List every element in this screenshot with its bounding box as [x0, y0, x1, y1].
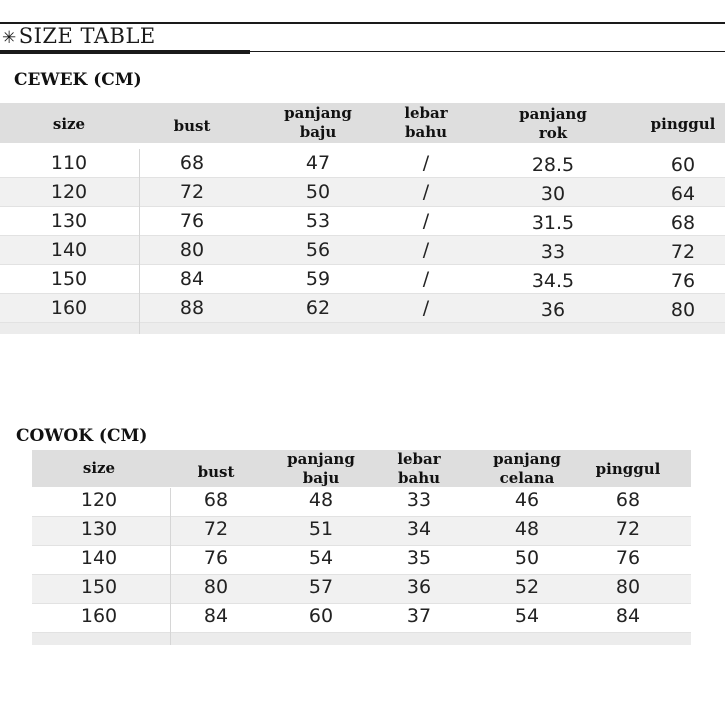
header-bottom-rule	[0, 50, 250, 54]
cowok-table-cell: 54	[308, 547, 334, 569]
cowok-table-cell: 130	[80, 518, 118, 540]
cewek-table-cell: /	[422, 181, 430, 203]
cowok-table-cell: 72	[615, 518, 641, 540]
cowok-table-cell: 33	[406, 489, 432, 511]
cewek-table-cell: 120	[50, 181, 88, 203]
cewek-row-separator	[0, 206, 725, 207]
cewek-col-header	[9, 115, 129, 134]
star-icon: ✳	[2, 28, 17, 48]
cewek-table-cell: 76	[179, 210, 205, 232]
cowok-table-cell: 72	[203, 518, 229, 540]
cewek-table-cell: 31.5	[531, 212, 575, 234]
cowok-table-cell: 84	[615, 605, 641, 627]
cewek-table-cell: 50	[305, 181, 331, 203]
cewek-col-header-line: baju	[299, 123, 337, 141]
cewek-table-cell: 150	[50, 268, 88, 290]
cowok-table-cell: 52	[514, 576, 540, 598]
cewek-col-header-line: panjang	[519, 105, 587, 123]
cewek-col-header	[623, 115, 725, 134]
cewek-col-header-line: panjang	[284, 104, 352, 122]
cowok-col-header-line: lebar	[397, 450, 441, 468]
cowok-table-cell: 51	[308, 518, 334, 540]
cewek-table-cell: 33	[540, 241, 566, 263]
cowok-col-header	[156, 463, 276, 482]
header-bottom-rule-thin	[250, 51, 725, 52]
cewek-col-header	[258, 104, 378, 142]
cowok-col-header-line: bust	[197, 463, 235, 481]
cowok-col-header-line: baju	[302, 469, 340, 487]
cowok-col-header	[359, 450, 479, 488]
cowok-table-cell: 36	[406, 576, 432, 598]
cewek-table-cell: 68	[179, 152, 205, 174]
cewek-col-header-line: bahu	[404, 123, 448, 141]
cewek-col-header	[132, 117, 252, 136]
cewek-table-cell: 60	[670, 154, 696, 176]
cewek-table-cell: 59	[305, 268, 331, 290]
cowok-col-divider	[170, 488, 171, 645]
cewek-table-cell: 34.5	[531, 270, 575, 292]
cowok-row-separator	[32, 545, 691, 546]
cewek-table-cell: 47	[305, 152, 331, 174]
cewek-col-header	[366, 104, 486, 142]
cewek-table-cell: 62	[305, 297, 331, 319]
cewek-table-cell: 28.5	[531, 154, 575, 176]
cewek-table-cell: /	[422, 239, 430, 261]
cewek-table-cell: 140	[50, 239, 88, 261]
cowok-col-header-line: panjang	[493, 450, 561, 468]
cewek-table-bottom-band	[0, 323, 725, 334]
cewek-table-cell: 160	[50, 297, 88, 319]
cowok-row-separator	[32, 603, 691, 604]
cowok-table-cell: 37	[406, 605, 432, 627]
cewek-col-header-line: rok	[538, 124, 568, 142]
cowok-table-cell: 76	[203, 547, 229, 569]
cewek-table-cell: 84	[179, 268, 205, 290]
cowok-table-cell: 46	[514, 489, 540, 511]
cewek-row-separator	[0, 264, 725, 265]
cowok-table-cell: 80	[203, 576, 229, 598]
cewek-table-cell: 72	[670, 241, 696, 263]
cewek-table-cell: /	[422, 297, 430, 319]
cewek-col-header	[493, 105, 613, 143]
cowok-col-header-line: bahu	[397, 469, 441, 487]
cewek-col-header-line: size	[52, 115, 86, 133]
cewek-col-header-line: lebar	[404, 104, 448, 122]
cowok-table-cell: 120	[80, 489, 118, 511]
cowok-col-header-line: size	[82, 459, 116, 477]
cowok-col-header	[568, 460, 688, 479]
cowok-table-cell: 48	[308, 489, 334, 511]
cowok-table-cell: 57	[308, 576, 334, 598]
cewek-table-cell: 88	[179, 297, 205, 319]
cowok-table-cell: 140	[80, 547, 118, 569]
cowok-table-cell: 35	[406, 547, 432, 569]
cewek-table-cell: 80	[179, 239, 205, 261]
cowok-table-cell: 80	[615, 576, 641, 598]
cowok-section-title: COWOK (CM)	[16, 426, 148, 446]
cowok-table-cell: 68	[615, 489, 641, 511]
cowok-table-cell: 48	[514, 518, 540, 540]
cewek-table-cell: 30	[540, 183, 566, 205]
size-table-header	[0, 20, 725, 56]
cewek-table-cell: 53	[305, 210, 331, 232]
page-title	[2, 24, 156, 48]
cowok-col-header-line: celana	[499, 469, 555, 487]
cowok-table-cell: 76	[615, 547, 641, 569]
cewek-size-table	[0, 103, 725, 336]
cewek-section-title: CEWEK (CM)	[14, 70, 142, 90]
cewek-col-divider	[139, 149, 140, 334]
cowok-table-cell: 60	[308, 605, 334, 627]
cowok-col-header	[39, 459, 159, 478]
cewek-table-cell: 110	[50, 152, 88, 174]
cewek-table-cell: /	[422, 152, 430, 174]
cewek-table-cell: 68	[670, 212, 696, 234]
cowok-table-cell: 68	[203, 489, 229, 511]
cowok-table-cell: 160	[80, 605, 118, 627]
cewek-col-header-line: bust	[173, 117, 211, 135]
cewek-table-cell: /	[422, 210, 430, 232]
cewek-table-cell: 80	[670, 299, 696, 321]
cowok-col-header-line: pinggul	[595, 460, 661, 478]
cowok-table-cell: 84	[203, 605, 229, 627]
cewek-table-cell: 130	[50, 210, 88, 232]
cewek-table-cell: 72	[179, 181, 205, 203]
cowok-table-cell: 150	[80, 576, 118, 598]
cewek-table-cell: /	[422, 268, 430, 290]
cowok-col-header-line: panjang	[287, 450, 355, 468]
cewek-table-cell: 64	[670, 183, 696, 205]
cowok-table-cell: 34	[406, 518, 432, 540]
cewek-table-cell: 76	[670, 270, 696, 292]
cowok-table-cell: 54	[514, 605, 540, 627]
cewek-col-header-line: pinggul	[650, 115, 716, 133]
cowok-table-cell: 50	[514, 547, 540, 569]
cewek-table-cell: 56	[305, 239, 331, 261]
cewek-table-cell: 36	[540, 299, 566, 321]
page-title-text: SIZE TABLE	[18, 24, 156, 48]
cowok-table-bottom-band	[32, 633, 691, 645]
cowok-size-table	[32, 450, 691, 636]
